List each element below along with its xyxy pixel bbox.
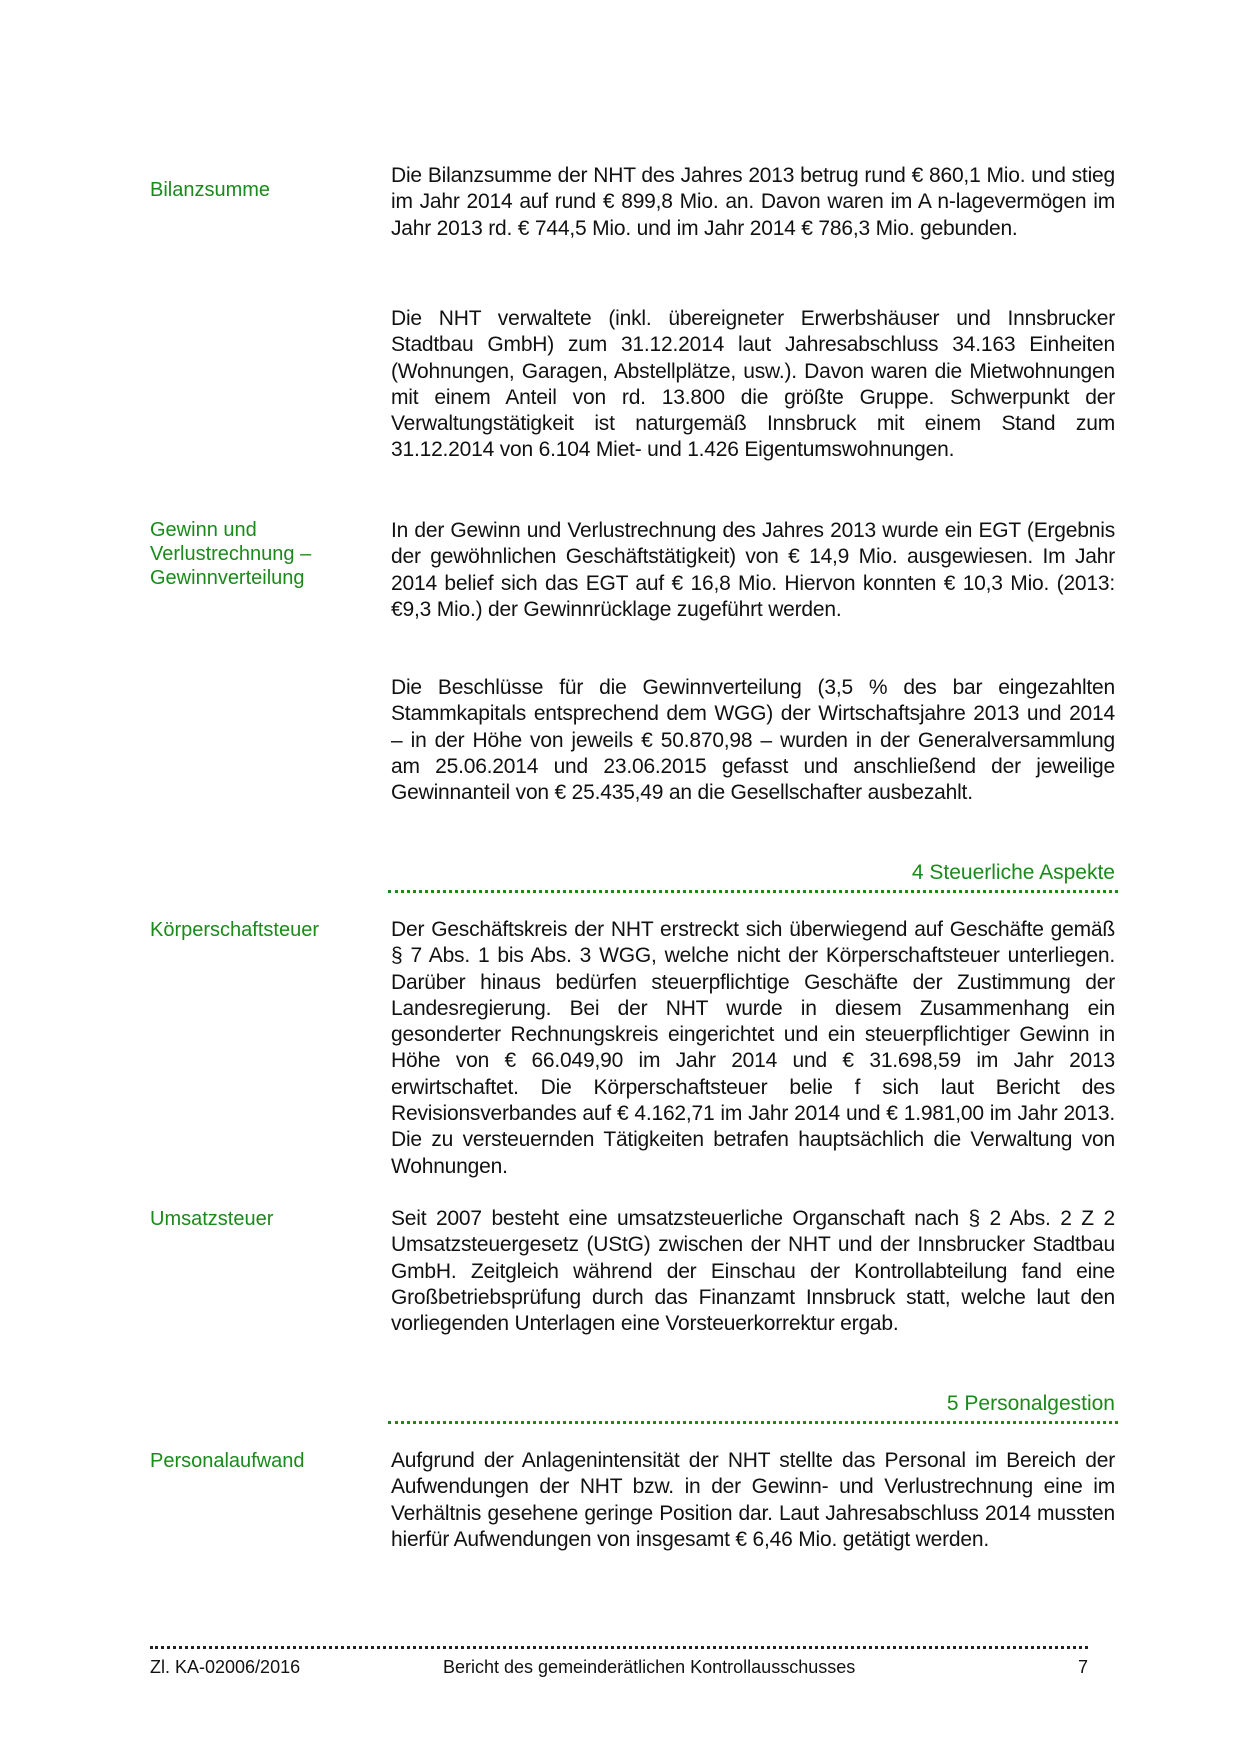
heading-divider: [388, 890, 1118, 893]
footer-divider: [150, 1646, 1088, 1649]
label-personalaufwand: Personalaufwand: [150, 1450, 305, 1472]
footer-ref: Zl. KA-02006/2016: [150, 1657, 301, 1677]
paragraph: Die Beschlüsse für die Gewinnverteilung (3,5 % des bar eingezahlten Stammkapitals entsprechend dem WGG) der Wirtschaftsjahre 2013 und 2014 – in der Höhe von jeweils € 50.870,98 – wurden in der Generalversammlung am 25.06.2014 und 23.06.2015 gefasst und anschließend der jeweilige Gewinnanteil von € 25.435,49 an die Gesellschafter ausbezahlt.: [391, 676, 1115, 805]
paragraph: Die Bilanzsumme der NHT des Jahres 2013 betrug rund € 860,1 Mio. und stieg im Jahr 2014 auf rund € 899,8 Mio. an. Davon waren im A n-lagevermögen im Jahr 2013 rd. € 744,5 Mio. und im Jahr 2014 € 786,3 Mio. gebunden.: [391, 164, 1115, 240]
paragraph: Aufgrund der Anlagenintensität der NHT stellte das Personal im Bereich der Aufwendungen der NHT bzw. in der Gewinn- und Verlustrechnung eine im Verhältnis gesehene geringe Position dar. Laut Jahresabschluss 2014 mussten hierfür Aufwendungen von insgesamt € 6,46 Mio. getätigt werden.: [391, 1449, 1115, 1551]
section-heading-4: 4 Steuerliche Aspekte: [911, 861, 1115, 884]
paragraph: Die NHT verwaltete (inkl. übereigneter Erwerbshäuser und Innsbrucker Stadtbau GmbH) zum 31.12.2014 laut Jahresabschluss 34.163 Einheiten (Wohnungen, Garagen, Abstellplätze, usw.). Davon waren die Mietwohnungen mit einem Anteil von rd. 13.800 die größte Gruppe. Schwerpunkt der Verwaltungstätigkeit ist naturgemäß Innsbruck mit einem Stand zum 31.12.2014 von 6.104 Miet- und 1.426 Eigentumswohnungen.: [391, 307, 1115, 462]
label-gewinn: Gewinn und Verlustrechnung – Gewinnverteilung: [150, 519, 312, 589]
label-koerperschaftsteuer: Körperschaftsteuer: [150, 919, 319, 941]
paragraph: Der Geschäftskreis der NHT erstreckt sich überwiegend auf Geschäfte gemäß § 7 Abs. 1 bis Abs. 3 WGG, welche nicht der Körperschaftsteuer unterliegen. Darüber hinaus bedürfen steuerpflichtige Geschäfte der Zustimmung der Landesregierung. Bei der NHT wurde in diesem Zusammenhang ein gesonderter Rechnungskreis eingerichtet und ein steuerpflichtiger Gewinn in Höhe von € 66.049,90 im Jahr 2014 und € 31.698,59 im Jahr 2013 erwirtschaftet. Die Körperschaftsteuer belie f sich laut Bericht des Revisionsverbandes auf € 4.162,71 im Jahr 2014 und € 1.981,00 im Jahr 2013. Die zu versteuernden Tätigkeiten betrafen hauptsächlich die Verwaltung von Wohnungen.: [391, 918, 1115, 1178]
heading-divider: [388, 1421, 1118, 1424]
label-bilanzsumme: Bilanzsumme: [150, 179, 271, 201]
section-heading-5: 5 Personalgestion: [946, 1392, 1115, 1415]
footer-title: Bericht des gemeinderätlichen Kontrollausschusses: [443, 1657, 856, 1677]
paragraph: In der Gewinn und Verlustrechnung des Jahres 2013 wurde ein EGT (Ergebnis der gewöhnlichen Geschäftstätigkeit) von € 14,9 Mio. ausgewiesen. Im Jahr 2014 belief sich das EGT auf € 16,8 Mio. Hiervon konnten € 10,3 Mio. (2013: €9,3 Mio.) der Gewinnrücklage zugeführt werden.: [391, 519, 1115, 621]
page-number: 7: [1078, 1657, 1089, 1677]
label-umsatzsteuer: Umsatzsteuer: [150, 1208, 274, 1230]
paragraph: Seit 2007 besteht eine umsatzsteuerliche Organschaft nach § 2 Abs. 2 Z 2 Umsatzsteuergesetz (UStG) zwischen der NHT und der Innsbrucker Stadtbau GmbH. Zeitgleich während der Einschau der Kontrollabteilung fand eine Großbetriebsprüfung durch das Finanzamt Innsbruck statt, welche laut den vorliegenden Unterlagen eine Vorsteuerkorrektur ergab.: [391, 1207, 1115, 1336]
